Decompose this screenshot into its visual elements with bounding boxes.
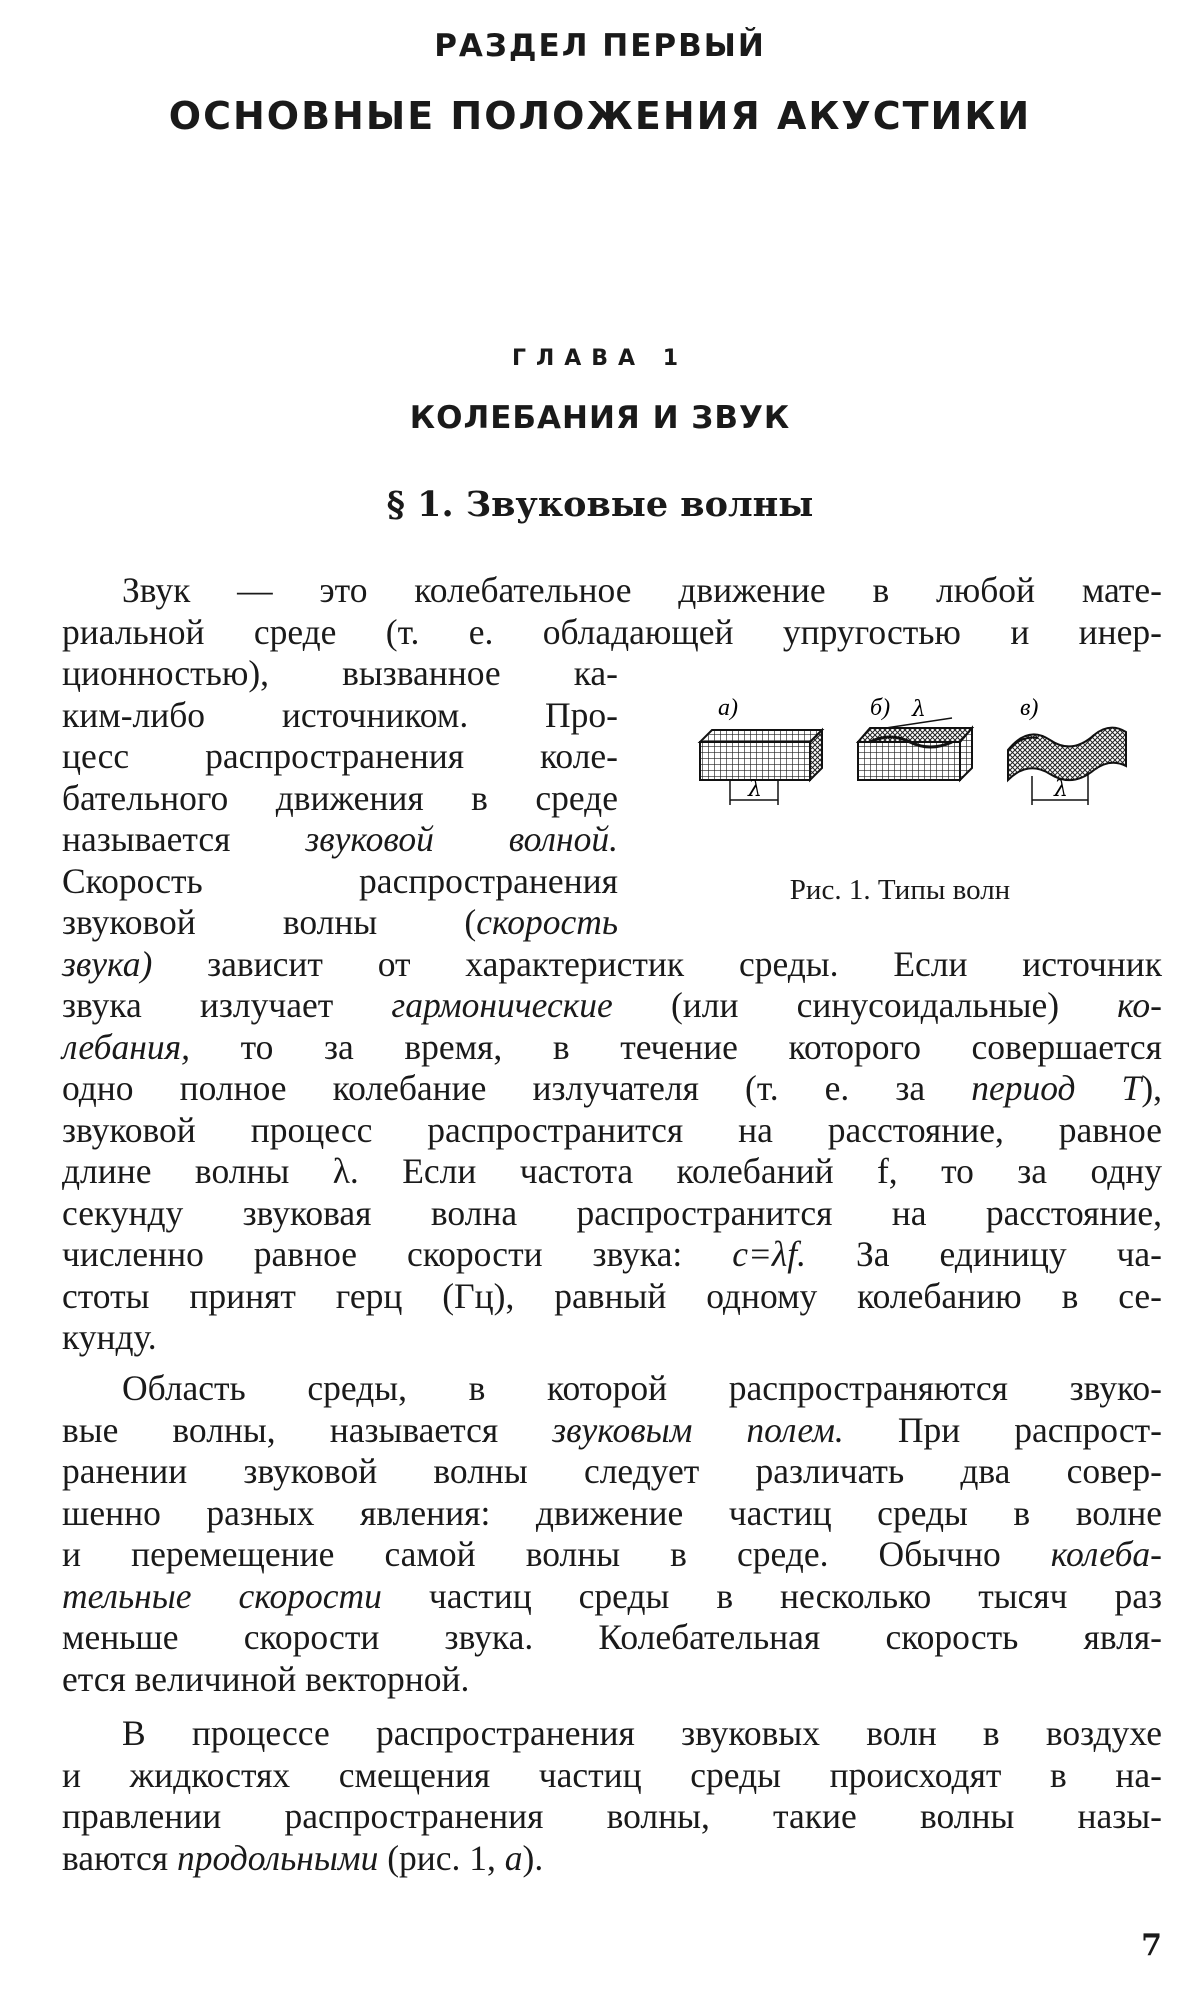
text-line: тельные скорости частиц среды в несколько тысяч раз <box>62 1575 1162 1616</box>
text-line: ется величиной векторной. <box>62 1658 470 1699</box>
text-line: секунду звуковая волна распространится на расстояние, <box>62 1192 1162 1233</box>
paragraph-title: § 1. Звуковые волны <box>386 484 814 525</box>
text-line: Скорость распространения <box>62 860 618 901</box>
text-line: кунду. <box>62 1317 157 1357</box>
text-line: бательного движения в среде <box>62 777 618 818</box>
paragraph-1-top <box>62 570 1162 653</box>
lambda-label-b: λ <box>912 697 926 722</box>
text-line: стоты принят герц (Гц), равный одному колебанию в се- <box>62 1275 1162 1316</box>
figure-c-block <box>1008 695 1126 805</box>
text-line: ким-либо источником. Про- <box>62 694 618 735</box>
text-line: звуковой волны (скорость <box>62 902 618 942</box>
text-line: Звук — это колебательное движение в любой мате- <box>122 570 1162 610</box>
text-line: звуковой процесс распространится на расстояние, равное <box>62 1109 1162 1150</box>
text-line: ваются продольными (рис. 1, а). <box>62 1837 544 1878</box>
lambda-label-c: λ <box>1054 777 1068 802</box>
text-line: длине волны λ. Если частота колебаний f, то за одну <box>62 1151 1162 1191</box>
paragraph-1-bottom <box>62 944 1162 1359</box>
text-line: звука излучает гармонические (или синусоидальные) ко- <box>62 985 1162 1025</box>
figure-b-block <box>858 695 972 780</box>
text-line: называется звуковой волной. <box>62 819 618 859</box>
text-line: цесс распространения коле- <box>62 736 618 776</box>
figure-label-b: б) <box>870 695 891 721</box>
paragraph-2 <box>62 1368 1162 1700</box>
text-line: Область среды, в которой распространяются звуко- <box>122 1368 1162 1408</box>
text-line: ционностью), вызванное ка- <box>62 653 618 693</box>
section-label: РАЗДЕЛ ПЕРВЫЙ <box>434 28 766 64</box>
text-line: меньше скорости звука. Колебательная скорость явля- <box>62 1617 1162 1657</box>
paragraph-3 <box>62 1713 1162 1879</box>
text-line: и перемещение самой волны в среде. Обычно колеба- <box>62 1534 1162 1574</box>
text-line: звука) зависит от характеристик среды. Если источник <box>62 943 1162 984</box>
chapter-title: КОЛЕБАНИЯ И ЗВУК <box>409 400 791 436</box>
text-line: одно полное колебание излучателя (т. е. за период T), <box>62 1068 1163 1108</box>
text-line: правлении распространения волны, такие волны назы- <box>62 1796 1162 1836</box>
figure-label-c: в) <box>1020 695 1039 721</box>
page-number: 7 <box>1141 1928 1162 1963</box>
paragraph-1-wrap <box>62 653 618 944</box>
figure-a-block <box>700 695 822 805</box>
text-line: лебания, то за время, в течение которого совершается <box>62 1026 1162 1067</box>
text-line: вые волны, называется звуковым полем. При распрост- <box>62 1409 1162 1450</box>
text-line: численно равное скорости звука: c=λf. За единицу ча- <box>62 1234 1162 1274</box>
chapter-label: ГЛАВА 1 <box>511 346 689 371</box>
lambda-label-a: λ <box>748 777 762 802</box>
figure-caption: Рис. 1. Типы волн <box>789 874 1011 906</box>
text-line: шенно разных явления: движение частиц среды в волне <box>62 1492 1162 1533</box>
text-line: риальной среде (т. е. обладающей упругостью и инер- <box>62 611 1162 652</box>
text-line: ранении звуковой волны следует различать два совер- <box>62 1451 1162 1491</box>
text-line: и жидкостях смещения частиц среды происходят в на- <box>62 1754 1162 1795</box>
text-line: В процессе распространения звуковых волн в воздухе <box>122 1713 1162 1753</box>
figure-label-a: а) <box>718 695 738 721</box>
section-title: ОСНОВНЫЕ ПОЛОЖЕНИЯ АКУСТИКИ <box>168 94 1032 138</box>
